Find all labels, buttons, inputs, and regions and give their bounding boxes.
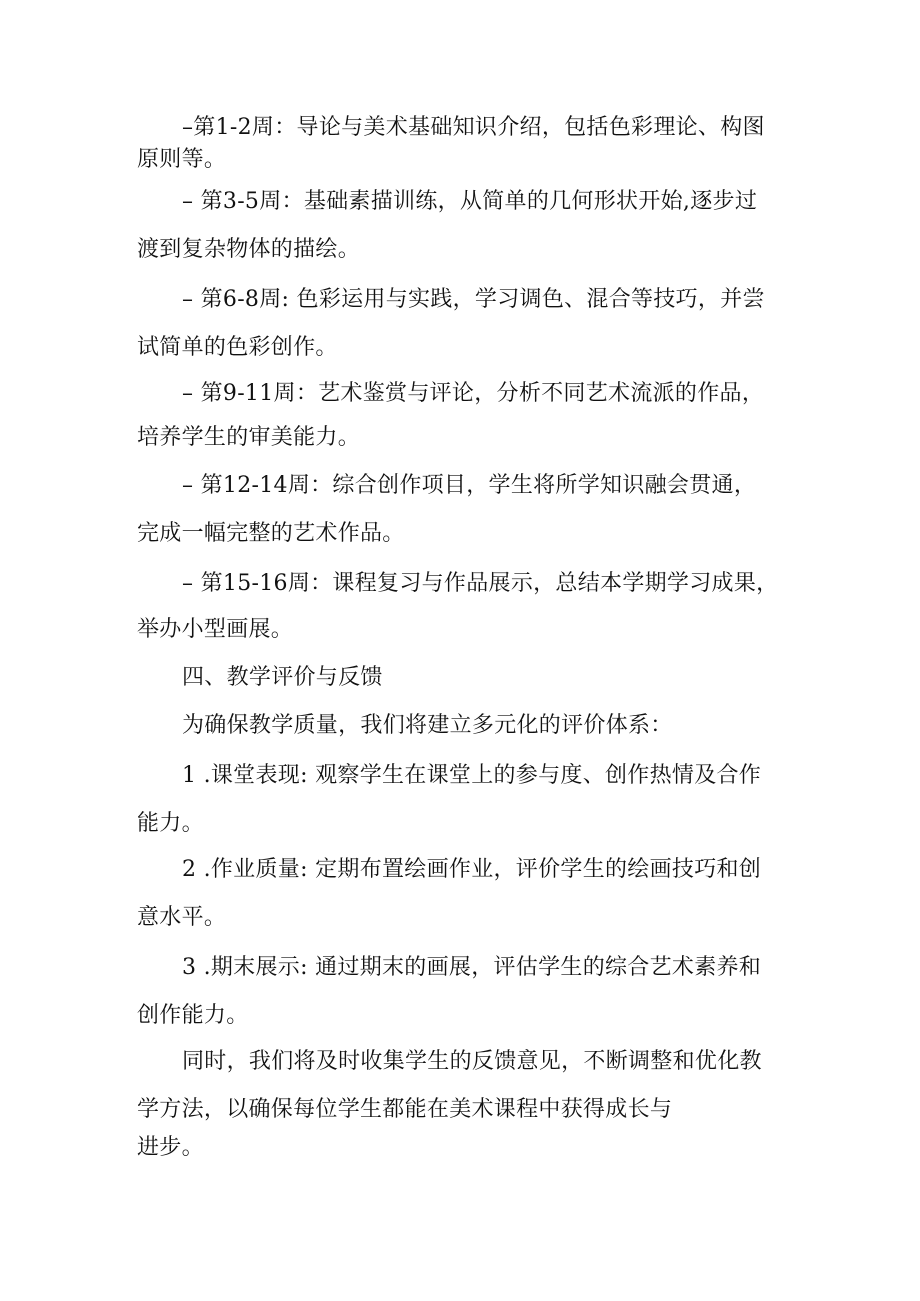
closing-paragraph-line-3: 进步。 — [137, 1135, 204, 1160]
schedule-week-9-11-line-2: 培养学生的审美能力。 — [137, 425, 361, 450]
evaluation-item-2-line-2: 意水平。 — [137, 905, 227, 930]
closing-paragraph-line-1: 同时，我们将及时收集学生的反馈意见，不断调整和优化教 — [182, 1049, 762, 1074]
schedule-week-15-16-line-2: 举办小型画展。 — [137, 617, 294, 642]
schedule-week-15-16-line-1: – 第15-16周：课程复习与作品展示，总结本学期学习成果， — [182, 571, 779, 596]
evaluation-item-1-line-2: 能力。 — [137, 811, 204, 836]
schedule-week-9-11-line-1: – 第9-11周：艺术鉴赏与评论，分析不同艺术流派的作品， — [182, 381, 765, 406]
evaluation-item-1-line-1: 1 .课堂表现: 观察学生在课堂上的参与度、创作热情及合作 — [182, 763, 762, 788]
section-intro: 为确保教学质量，我们将建立多元化的评价体系： — [182, 713, 673, 738]
schedule-week-3-5-line-2: 渡到复杂物体的描绘。 — [137, 237, 361, 262]
schedule-week-1-2-line-2: 原则等。 — [137, 147, 227, 172]
section-heading: 四、教学评价与反馈 — [182, 665, 383, 690]
evaluation-item-3-line-2: 创作能力。 — [137, 1003, 249, 1028]
schedule-week-6-8-line-1: – 第6-8周: 色彩运用与实践，学习调色、混合等技巧，并尝 — [182, 287, 765, 312]
schedule-week-12-14-line-2: 完成一幅完整的艺术作品。 — [137, 521, 405, 546]
evaluation-item-2-line-1: 2 .作业质量: 定期布置绘画作业，评价学生的绘画技巧和创 — [182, 857, 762, 882]
schedule-week-1-2-line-1: –第1-2周：导论与美术基础知识介绍，包括色彩理论、构图 — [182, 115, 765, 140]
evaluation-item-3-line-1: 3 .期末展示: 通过期末的画展，评估学生的综合艺术素养和 — [182, 955, 762, 980]
closing-paragraph-line-2: 学方法，以确保每位学生都能在美术课程中获得成长与 — [137, 1097, 673, 1122]
schedule-week-6-8-line-2: 试简单的色彩创作。 — [137, 335, 338, 360]
schedule-week-3-5-line-1: – 第3-5周：基础素描训练，从简单的几何形状开始,逐步过 — [182, 189, 758, 214]
schedule-week-12-14-line-1: – 第12-14周：综合创作项目，学生将所学知识融会贯通， — [182, 473, 757, 498]
